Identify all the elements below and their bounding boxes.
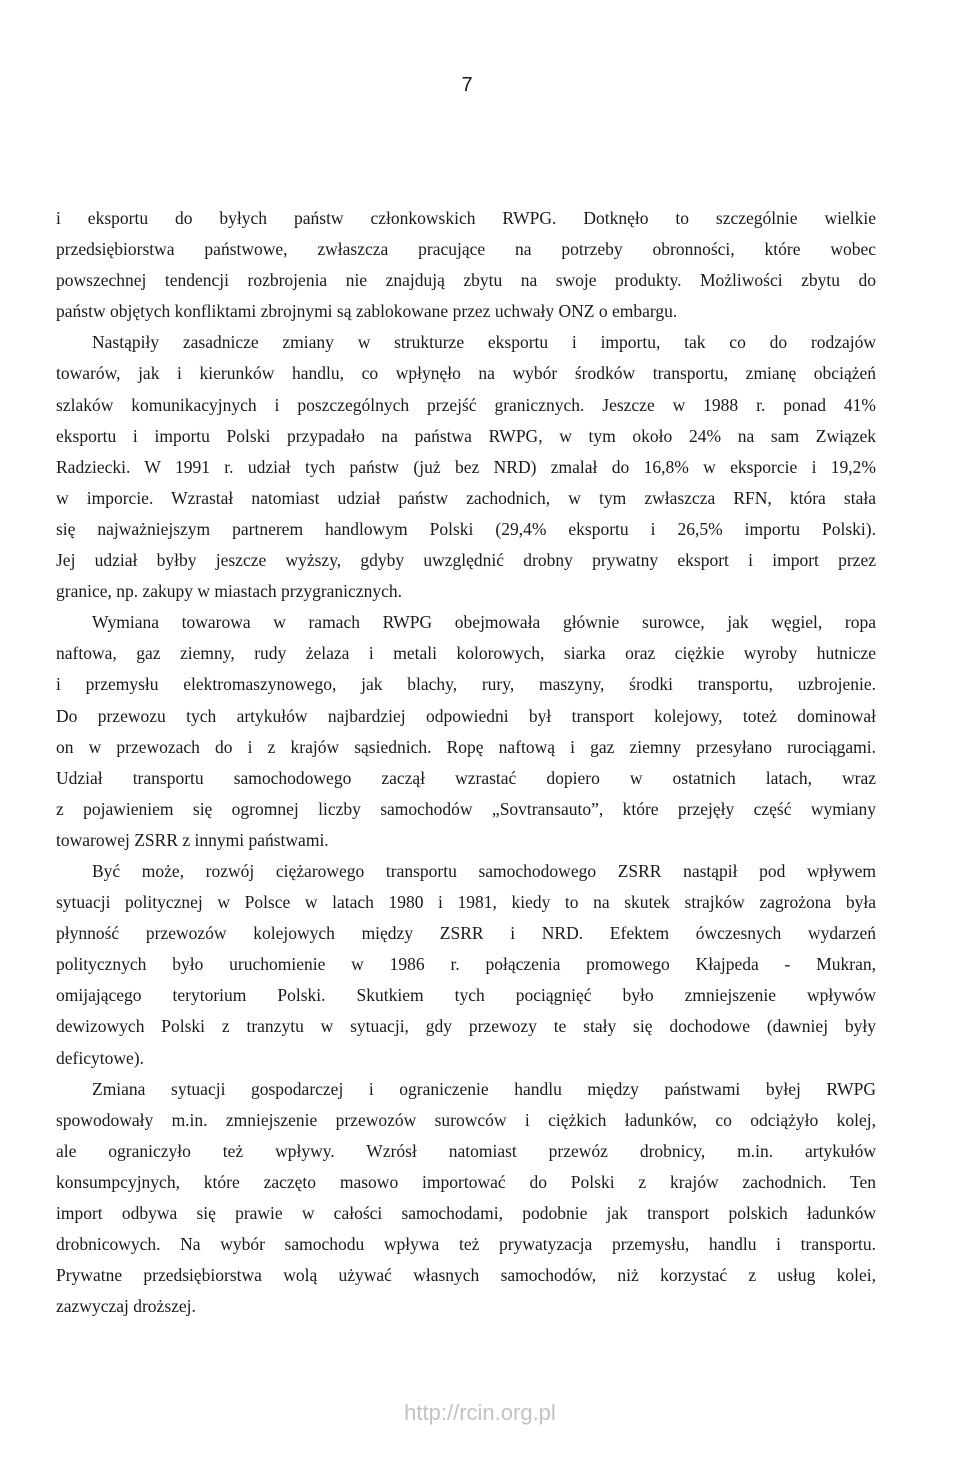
text-line: z pojawieniem się ogromnej liczby samochodów „Sovtransauto”, które przejęły część wymiany bbox=[56, 798, 876, 819]
source-watermark: http://rcin.org.pl bbox=[404, 1400, 556, 1425]
text-line: Wymiana towarowa w ramach RWPG obejmowała głównie surowce, jak węgiel, ropa bbox=[92, 612, 876, 633]
text-line: omijającego terytorium Polski. Skutkiem tych pociągnięć było zmniejszenie wpływów bbox=[56, 985, 876, 1006]
text-line: i eksportu do byłych państw członkowskich RWPG. Dotknęło to szczególnie wielkie bbox=[56, 208, 876, 228]
body-text bbox=[56, 203, 876, 1322]
text-line: dewizowych Polski z tranzytu w sytuacji, gdy przewozy te stały się dochodowe (dawniej były bbox=[56, 1016, 876, 1037]
text-line: politycznych było uruchomienie w 1986 r. połączenia promowego Kłajpeda - Mukran, bbox=[56, 954, 876, 975]
page-number: 7 bbox=[461, 74, 473, 96]
text-line: przedsiębiorstwa państwowe, zwłaszcza pracujące na potrzeby obronności, które wobec bbox=[56, 239, 876, 260]
text-line: spowodowały m.in. zmniejszenie przewozów surowców i ciężkich ładunków, co odciążyło kolej, bbox=[56, 1109, 876, 1130]
text-line: się najważniejszym partnerem handlowym Polski (29,4% eksportu i 26,5% importu Polski). bbox=[56, 518, 876, 539]
text-line: płynność przewozów kolejowych między ZSRR i NRD. Efektem ówczesnych wydarzeń bbox=[56, 923, 876, 944]
text-line: on w przewozach do i z krajów sąsiednich. Ropę naftową i gaz ziemny przesyłano rurociągami. bbox=[56, 736, 876, 757]
text-line: i przemysłu elektromaszynowego, jak blachy, rury, maszyny, środki transportu, uzbrojenie. bbox=[56, 674, 876, 695]
text-line: import odbywa się prawie w całości samochodami, podobnie jak transport polskich ładunków bbox=[56, 1203, 876, 1223]
text-line: Udział transportu samochodowego zaczął wzrastać dopiero w ostatnich latach, wraz bbox=[56, 767, 876, 788]
text-line: Prywatne przedsiębiorstwa wolą używać własnych samochodów, niż korzystać z usług kolei, bbox=[56, 1265, 876, 1286]
text-line: powszechnej tendencji rozbrojenia nie znajdują zbytu na swoje produkty. Możliwości zbytu do bbox=[56, 270, 876, 291]
text-line: towarowej ZSRR z innymi państwami. bbox=[56, 829, 329, 850]
text-line: eksportu i importu Polski przypadało na państwa RWPG, w tym około 24% na sam Związek bbox=[56, 425, 876, 446]
text-line: towarów, jak i kierunków handlu, co wpłynęło na wybór środków transportu, zmianę obciążeń bbox=[56, 363, 876, 384]
text-line: granice, np. zakupy w miastach przygranicznych. bbox=[56, 581, 402, 602]
text-line: deficytowe). bbox=[56, 1047, 144, 1068]
text-line: Być może, rozwój ciężarowego transportu samochodowego ZSRR nastąpił pod wpływem bbox=[92, 860, 876, 881]
text-line: Radziecki. W 1991 r. udział tych państw (już bez NRD) zmalał do 16,8% w eksporcie i 19,2% bbox=[56, 456, 876, 477]
text-line: Nastąpiły zasadnicze zmiany w strukturze eksportu i importu, tak co do rodzajów bbox=[92, 332, 876, 353]
text-line: drobnicowych. Na wybór samochodu wpływa też prywatyzacja przemysłu, handlu i transportu. bbox=[56, 1234, 876, 1255]
text-line: ale ograniczyło też wpływy. Wzrósł natomiast przewóz drobnicy, m.in. artykułów bbox=[56, 1140, 876, 1161]
text-line: zazwyczaj droższej. bbox=[56, 1296, 196, 1317]
text-line: naftowa, gaz ziemny, rudy żelaza i metali kolorowych, siarka oraz ciężkie wyroby hutnicze bbox=[56, 643, 876, 664]
text-line: w imporcie. Wzrastał natomiast udział państw zachodnich, w tym zwłaszcza RFN, która stała bbox=[56, 487, 876, 508]
text-line: państw objętych konfliktami zbrojnymi są zablokowane przez uchwały ONZ o embargu. bbox=[56, 301, 678, 322]
text-line: konsumpcyjnych, które zaczęto masowo importować do Polski z krajów zachodnich. Ten bbox=[56, 1171, 876, 1192]
text-line: Do przewozu tych artykułów najbardziej odpowiedni był transport kolejowy, toteż dominował bbox=[56, 705, 876, 726]
text-line: Zmiana sytuacji gospodarczej i ograniczenie handlu między państwami byłej RWPG bbox=[92, 1078, 876, 1099]
text-line: Jej udział byłby jeszcze wyższy, gdyby uwzględnić drobny prywatny eksport i import przez bbox=[56, 550, 876, 571]
text-line: sytuacji politycznej w Polsce w latach 1980 i 1981, kiedy to na skutek strajków zagrożona była bbox=[56, 892, 876, 913]
text-line: szlaków komunikacyjnych i poszczególnych przejść granicznych. Jeszcze w 1988 r. ponad 41% bbox=[56, 394, 876, 415]
